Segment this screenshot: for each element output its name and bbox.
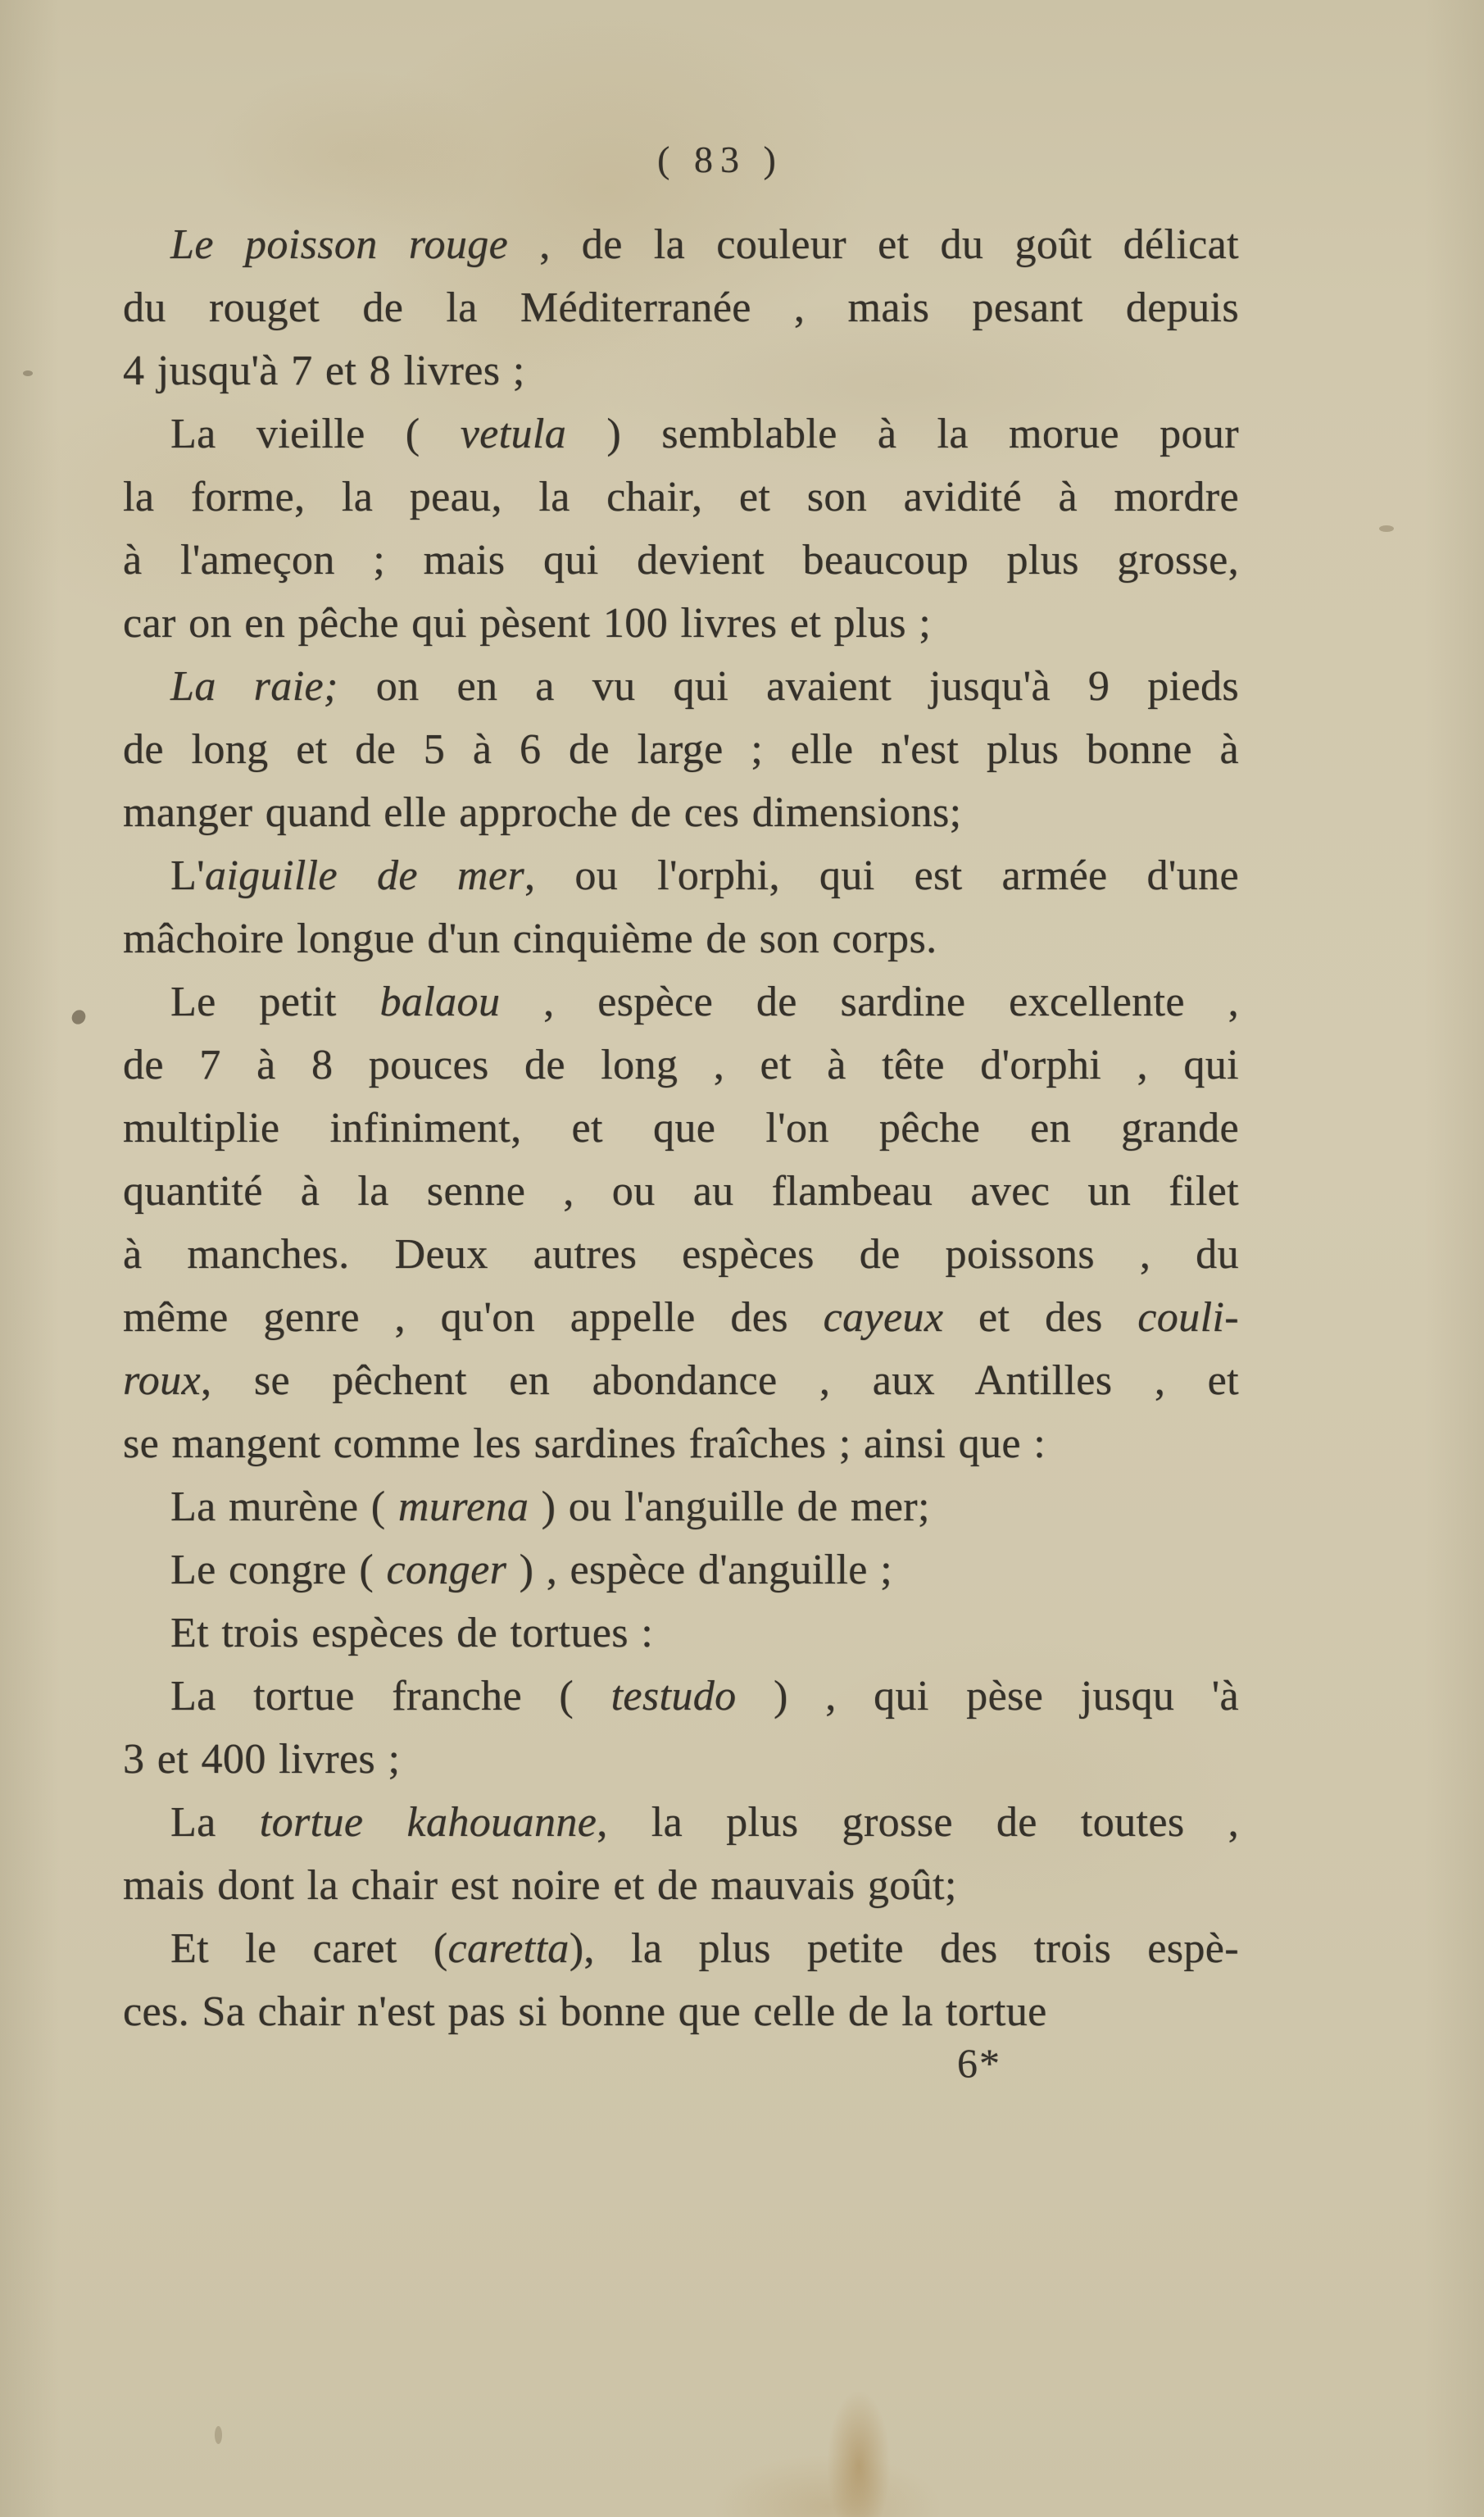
text-segment: la forme, la peau, la chair, et son avidité à mordre [123,474,1239,520]
text-segment: Le petit [170,979,380,1025]
text-segment: mâchoire longue d'un cinquième de son corps. [123,915,937,962]
text-line [123,844,1239,907]
text-line [123,1349,1239,1412]
text-segment: 4 jusqu'à 7 et 8 livres ; [123,348,525,394]
text-segment: ) , qui pèse jusqu 'à [736,1673,1240,1720]
text-segment: La vieille ( [170,411,461,457]
text-line [123,907,1239,970]
text-segment: , de la couleur et du goût délicat [508,221,1239,268]
page-text [123,213,1239,2043]
text-line [123,655,1239,718]
text-segment: 3 et 400 livres ; [123,1736,401,1783]
italic-text-segment: testudo [610,1673,737,1720]
text-segment: quantité à la senne , ou au flambeau avec un filet [123,1168,1239,1215]
text-segment: car on en pêche qui pèsent 100 livres et plus ; [123,600,932,647]
italic-text-segment: roux [123,1357,201,1404]
text-segment: du rouget de la Méditerranée , mais pesant depuis [123,284,1239,331]
text-segment: Et le caret ( [170,1925,448,1972]
text-segment: Le congre ( [170,1547,387,1593]
text-segment: , ou l'orphi, qui est armée d'une [524,852,1239,899]
paper-speck [215,2426,222,2444]
text-segment: La tortue franche ( [170,1673,611,1720]
text-segment: de long et de 5 à 6 de large ; elle n'est plus bonne à [123,726,1239,773]
text-segment: ) semblable à la morue pour [566,411,1239,457]
text-line [123,1097,1239,1160]
paper-speck [69,1007,88,1027]
text-segment: , espèce de sardine excellente , [500,979,1239,1025]
text-segment: Et trois espèces de tortues : [170,1610,654,1656]
text-line [123,1412,1239,1475]
text-line [123,1475,1239,1538]
text-line [123,1538,1239,1602]
text-segment: La [170,1799,260,1846]
text-line [123,1223,1239,1286]
text-segment: de 7 à 8 pouces de long , et à tête d'orphi , qui [123,1042,1239,1088]
paper-speck [23,370,33,376]
text-line [123,1728,1239,1791]
text-segment: se mangent comme les sardines fraîches ; ainsi que : [123,1420,1046,1467]
text-line [123,276,1239,339]
italic-text-segment: cayeux [823,1294,944,1341]
text-segment: on en a vu qui avaient jusqu'à 9 pieds [338,663,1239,710]
text-segment: La murène ( [170,1483,398,1530]
text-segment: , se pêchent en abondance , aux Antilles , et [201,1357,1239,1404]
text-line [123,402,1239,466]
text-line [123,1286,1239,1349]
italic-text-segment: aiguille de mer [204,852,524,899]
text-line [123,529,1239,592]
signature-mark: 6* [957,2040,1001,2086]
text-line [123,592,1239,655]
italic-text-segment: Le poisson rouge [170,221,509,268]
text-line [123,213,1239,276]
text-line [123,1854,1239,1917]
paper-speck [1379,525,1394,532]
text-segment: L' [170,852,205,899]
italic-text-segment: tortue kahouanne [259,1799,597,1846]
text-segment: et des [943,1294,1138,1341]
text-segment: ) , espèce d'anguille ; [506,1547,893,1593]
italic-text-segment: conger [386,1547,507,1593]
text-line [123,1980,1239,2043]
italic-text-segment: caretta [447,1925,570,1972]
text-line [123,970,1239,1034]
text-line [123,1602,1239,1665]
text-line [123,718,1239,781]
text-segment: multiplie infiniment, et que l'on pêche en grande [123,1105,1239,1152]
text-segment: , la plus grosse de toutes , [597,1799,1240,1846]
italic-text-segment: vetula [460,411,567,457]
text-segment: mais dont la chair est noire et de mauvais goût; [123,1862,957,1909]
text-segment: manger quand elle approche de ces dimensions; [123,789,962,836]
text-line [123,466,1239,529]
page-number: ( 83 ) [657,139,783,180]
text-line [123,1791,1239,1854]
text-line [123,339,1239,402]
text-line [123,1160,1239,1223]
italic-text-segment: La raie; [170,663,338,710]
text-segment: à manches. Deux autres espèces de poissons , du [123,1231,1239,1278]
text-line [123,1665,1239,1728]
text-line [123,781,1239,844]
text-segment: ), la plus petite des trois espè- [569,1925,1239,1972]
text-line [123,1917,1239,1980]
text-segment: à l'ameçon ; mais qui devient beaucoup plus grosse, [123,537,1239,584]
text-segment: ces. Sa chair n'est pas si bonne que celle de la tortue [123,1988,1047,2035]
text-segment: ) ou l'anguille de mer; [529,1483,930,1530]
text-segment: même genre , qu'on appelle des [123,1294,824,1341]
italic-text-segment: couli- [1137,1294,1239,1341]
italic-text-segment: murena [397,1483,529,1530]
text-line [123,1034,1239,1097]
italic-text-segment: balaou [379,979,501,1025]
